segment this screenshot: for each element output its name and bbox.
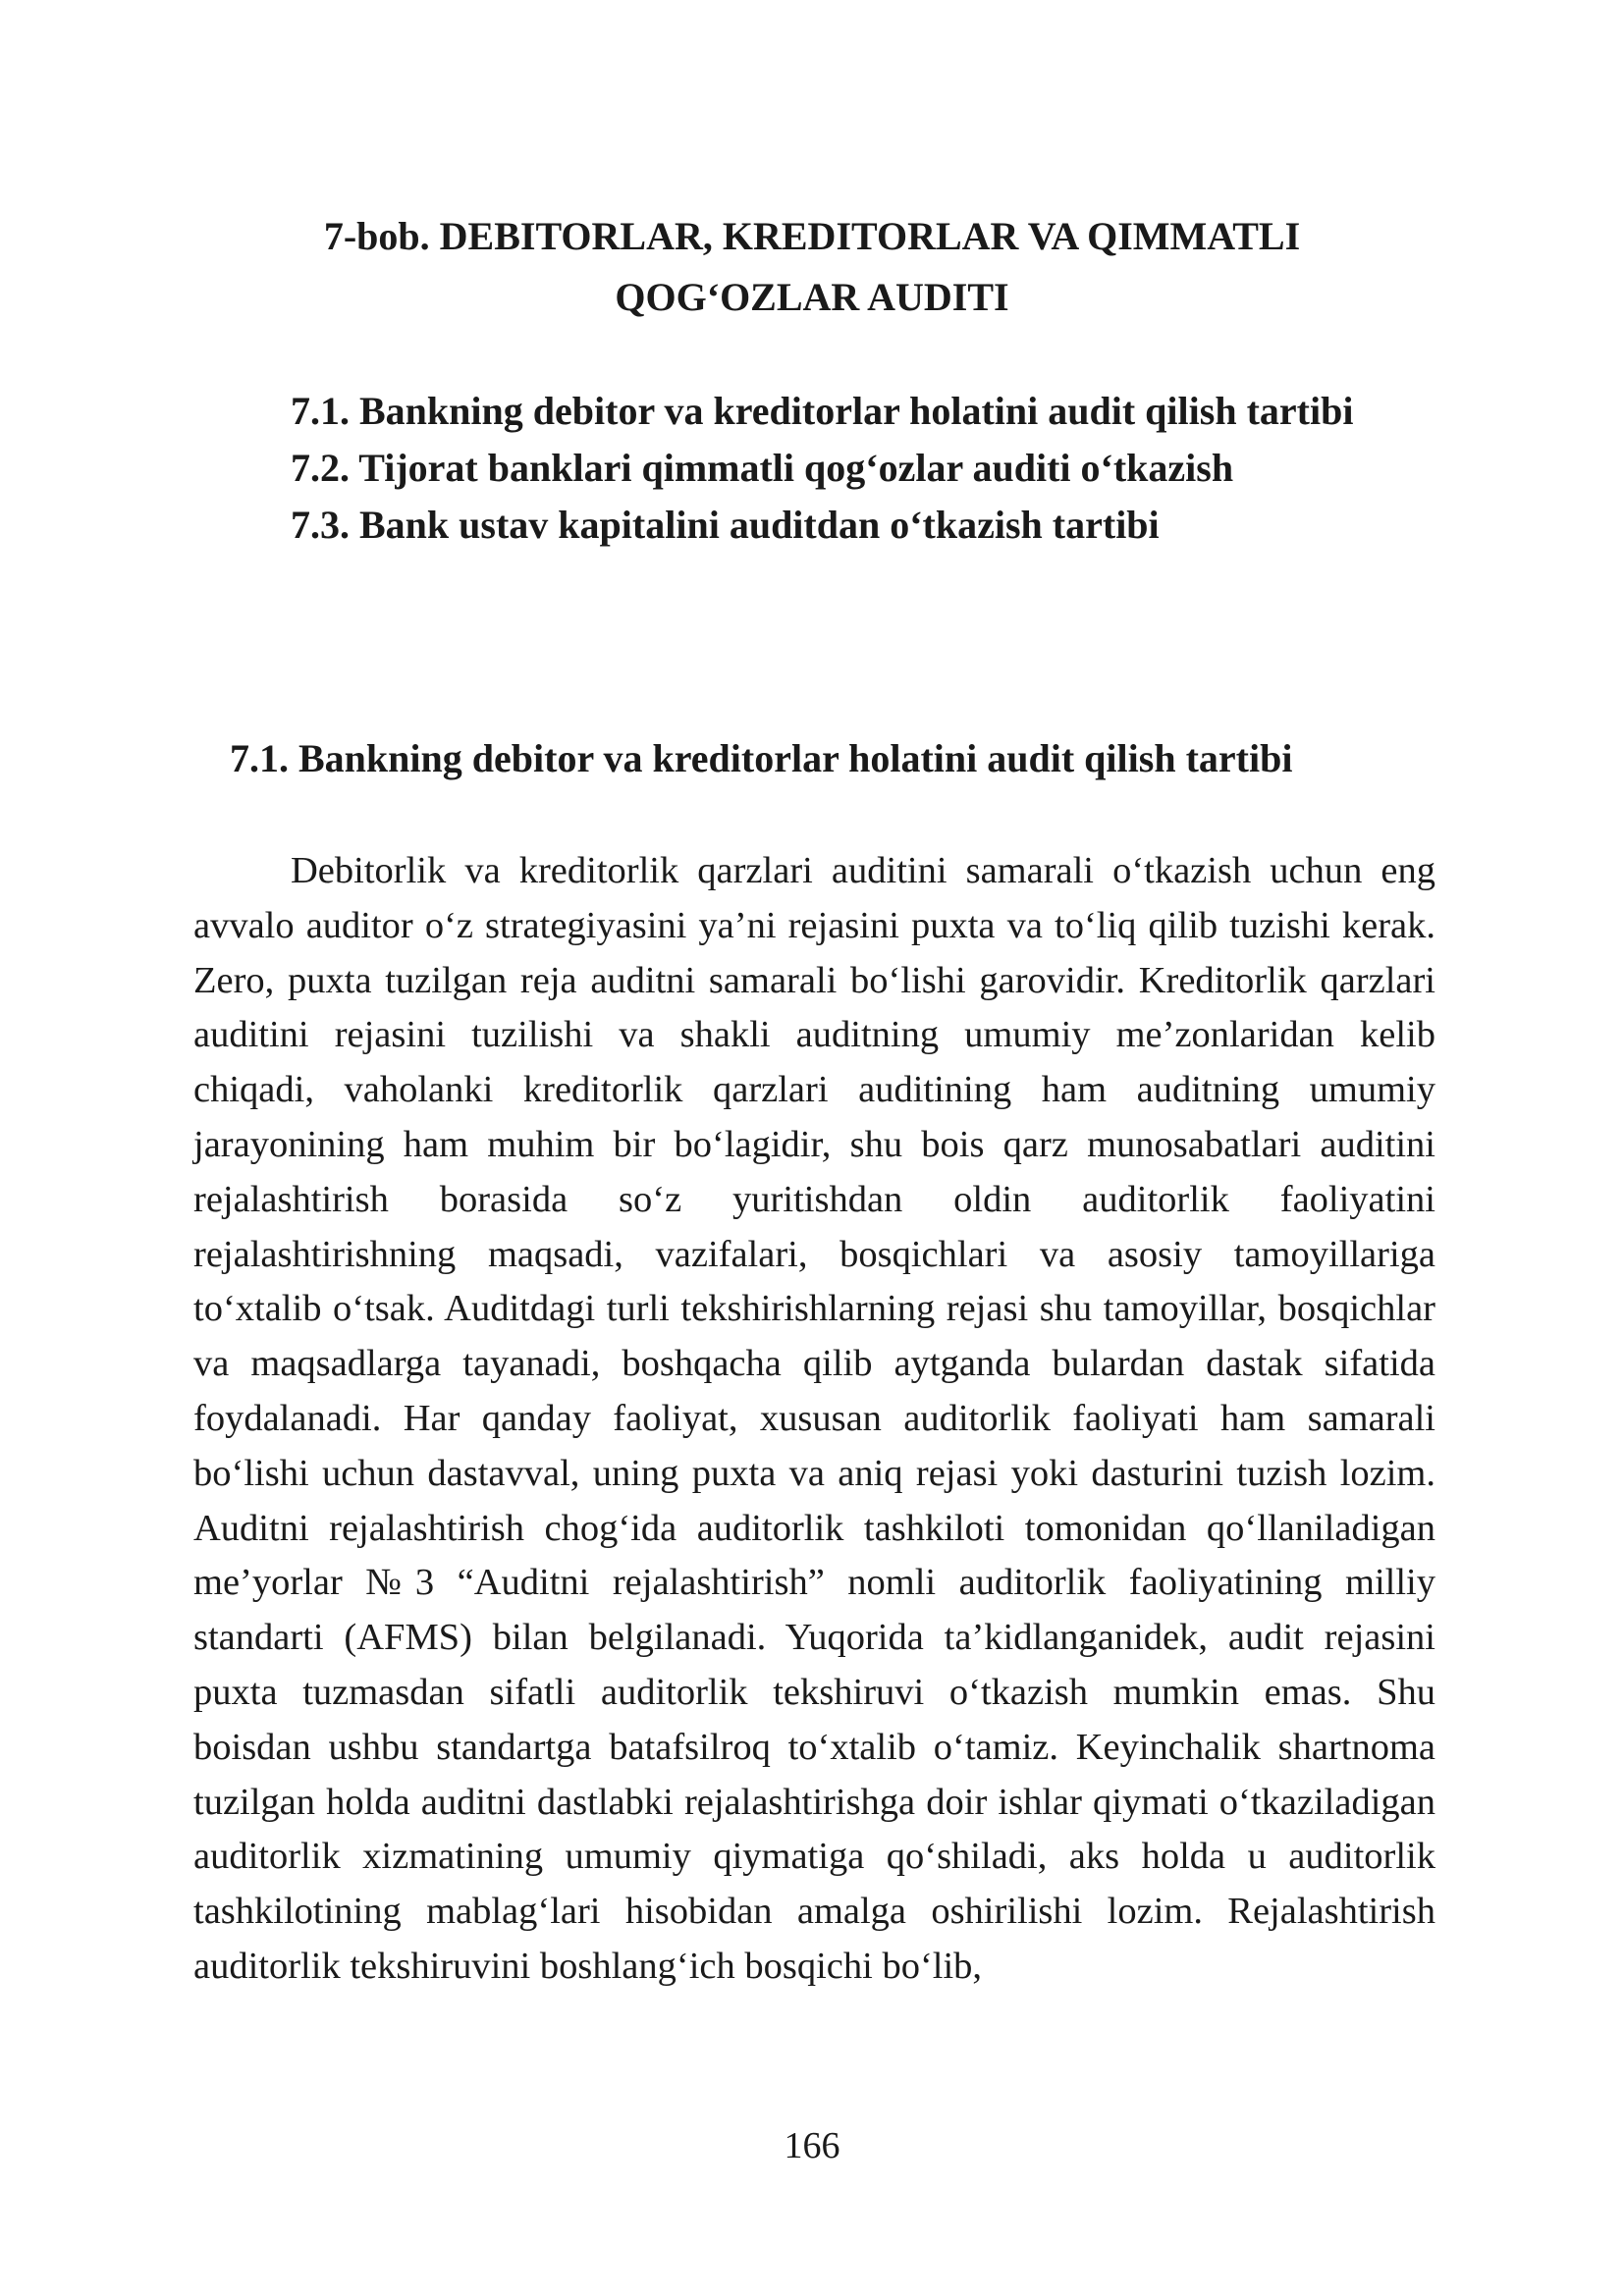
toc-item-7-2: 7.2. Tijorat banklari qimmatli qog‘ozlar auditi o‘tkazish: [291, 446, 1234, 490]
toc-item-7-3: 7.3. Bank ustav kapitalini auditdan o‘tkazish tartibi: [291, 503, 1160, 547]
chapter-title-line-2: QOG‘OZLAR AUDITI: [615, 275, 1009, 319]
toc-item-7-1: 7.1. Bankning debitor va kreditorlar holatini audit qilish tartibi: [291, 389, 1354, 433]
section-heading: 7.1. Bankning debitor va kreditorlar holatini audit qilish tartibi: [230, 736, 1293, 780]
page-number: 166: [784, 2125, 840, 2166]
chapter-title-line-1: 7-bob. DEBITORLAR, KREDITORLAR VA QIMMATLI: [323, 214, 1301, 258]
chapter-title: [196, 206, 1428, 328]
body-paragraph: Debitorlik va kreditorlik qarzlari auditini samarali o‘tkazish uchun eng avvalo auditor o‘z strategiyasini ya’ni rejasini puxta va to‘liq qilib tuzishi kerak. Zero, puxta tuzilgan reja auditni samarali bo‘lishi garovidir. Kreditorlik qarzlari auditini rejasini tuzilishi va shakli auditning umumiy me’zonlaridan kelib chiqadi, vaholanki kreditorlik qarzlari auditining ham auditning umumiy jarayonining ham muhim bir bo‘lagidir, shu bois qarz munosabatlari auditini rejalashtirish borasida so‘z yuritishdan oldin auditorlik faoliyatini rejalashtirishning maqsadi, vazifalari, bosqichlari va asosiy tamoyillariga to‘xtalib o‘tsak. Auditdagi turli tekshirishlarning rejasi shu tamoyillar, bosqichlar va maqsadlarga tayanadi, boshqacha qilib aytganda bulardan dastak sifatida foydalanadi. Har qanday faoliyat, xususan auditorlik faoliyati ham samarali bo‘lishi uchun dastavval, uning puxta va aniq rejasi yoki dasturini tuzish lozim. Auditni rejalashtirish chog‘ida auditorlik tashkiloti tomonidan qo‘llaniladigan me’yorlar №3 “Auditni rejalashtirish” nomli auditorlik faoliyatining milliy standarti (AFMS) bilan belgilanadi. Yuqorida ta’kidlanganidek, audit rejasini puxta tuzmasdan sifatli auditorlik tekshiruvi o‘tkazish mumkin emas. Shu boisdan ushbu standartga batafsilroq to‘xtalib o‘tamiz. Keyinchalik shartnoma tuzilgan holda auditni dastlabki rejalashtirishga doir ishlar qiymati o‘tkaziladigan auditorlik xizmatining umumiy qiymatiga qo‘shiladi, aks holda u auditorlik tashkilotining mablag‘lari hisobidan amalga oshirilishi lozim. Rejalashtirish auditorlik tekshiruvini boshlang‘ich bosqichi bo‘lib,: [193, 850, 1435, 1987]
chapter-contents-list: [291, 383, 1435, 554]
